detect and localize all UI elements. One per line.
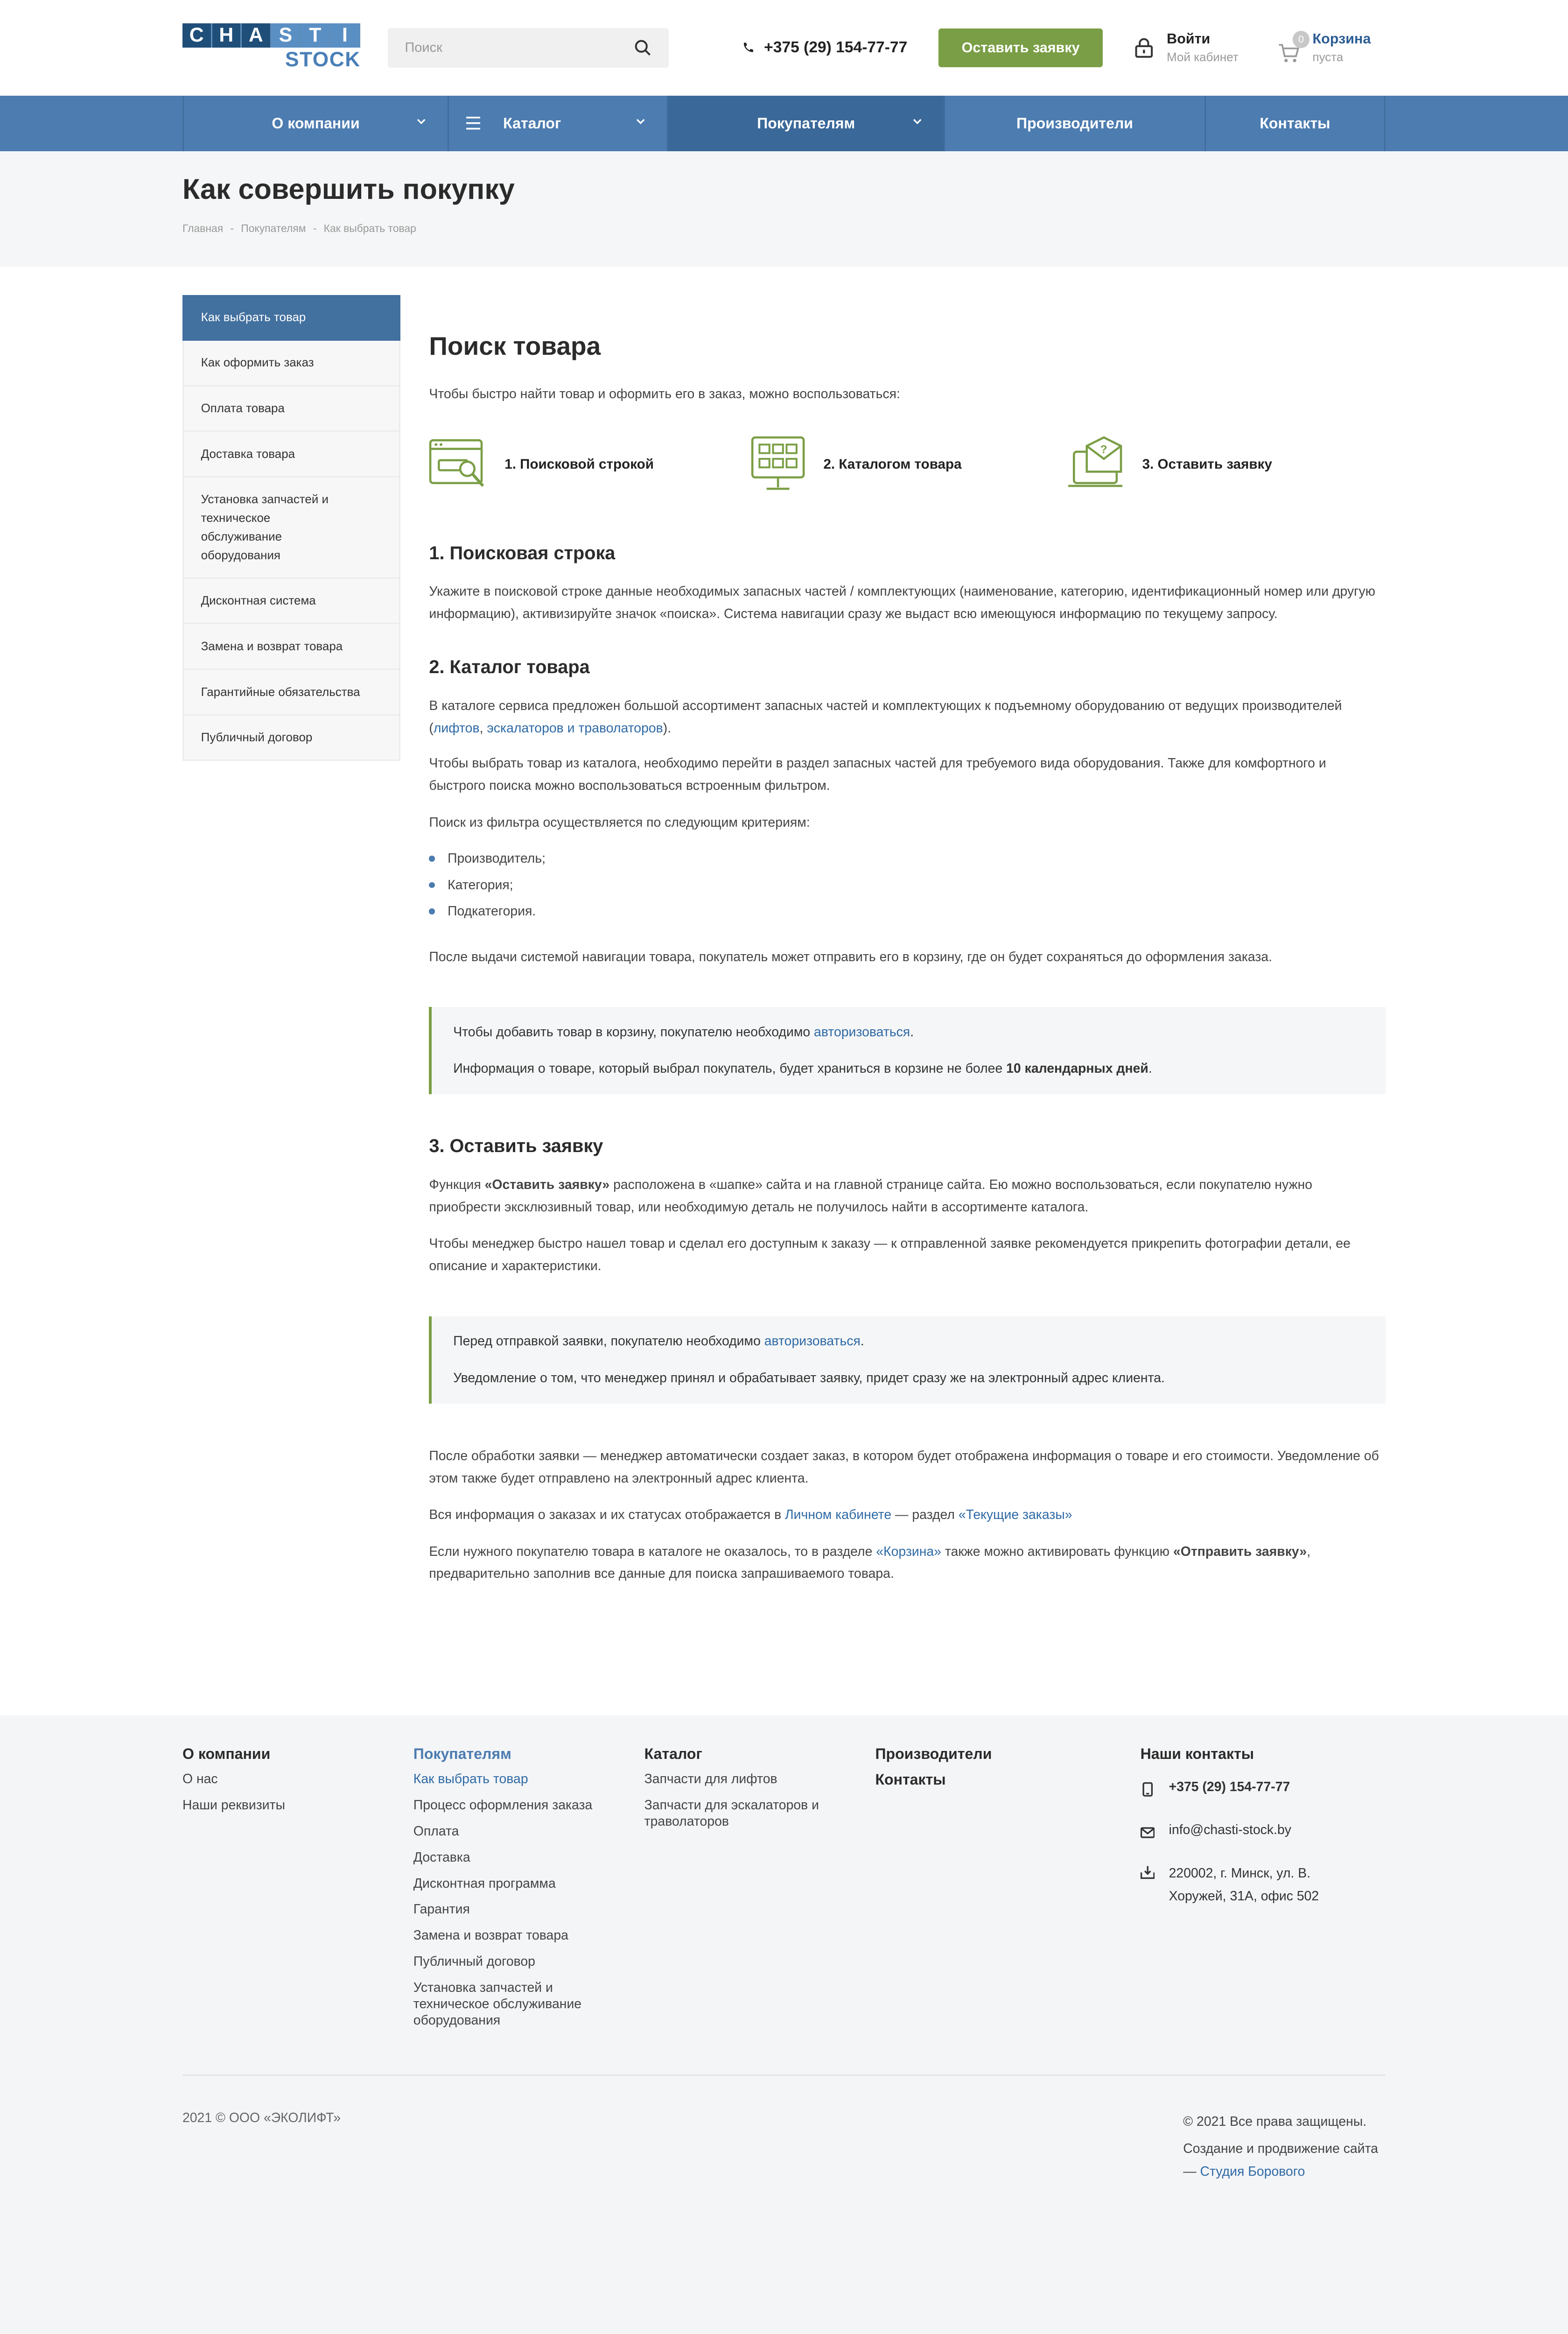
logo-letter: S [272, 23, 301, 48]
nav-label: Контакты [1260, 114, 1330, 132]
authorize-link[interactable]: авторизоваться [814, 1024, 910, 1040]
footer-link[interactable]: О нас [182, 1772, 218, 1787]
text: 10 календарных дней [1006, 1061, 1148, 1076]
cart-count-badge: 0 [1293, 31, 1310, 48]
contact-address: 220002, г. Минск, ул. В. Хоружей, 31А, офис 502 [1169, 1866, 1319, 1904]
footer-title[interactable]: Каталог [644, 1745, 702, 1762]
footer-link[interactable]: Гарантия [413, 1902, 470, 1917]
section1-text: Укажите в поисковой строке данные необходимых запасных частей / комплектующих (наименование, категорию, идентификационный номер или другую информацию), активизируйте значок «поиска». Система навигации сразу же выдаст всю имеющуюся информацию по текущему запросу. [429, 584, 1376, 622]
content [0, 267, 1568, 1585]
text: — раздел [891, 1507, 959, 1523]
footer-link[interactable]: Замена и возврат товара [413, 1928, 568, 1943]
footer-phone[interactable] [1141, 1779, 1386, 1797]
search-ways [429, 435, 1386, 494]
way-request[interactable] [1067, 435, 1386, 494]
cart-subtitle: пуста [1312, 50, 1344, 64]
note-paragraph [453, 1021, 1364, 1044]
text: Создание и продвижение сайта — [1183, 2141, 1379, 2179]
section3-paragraph [429, 1504, 1386, 1526]
mobile-phone-icon [1141, 1782, 1155, 1797]
lock-icon [1134, 37, 1154, 58]
list-item: Подкатегория. [429, 898, 1386, 925]
nav-item-manufacturers[interactable] [945, 96, 1206, 151]
section3-paragraph [429, 1541, 1386, 1586]
section2-paragraph [429, 695, 1386, 740]
logo-letter: T [301, 23, 331, 48]
lifts-link[interactable]: лифтов [433, 720, 480, 736]
footer-col-company [182, 1745, 413, 2039]
footer-link[interactable]: Процесс оформления заказа [413, 1797, 593, 1813]
section2-paragraph: Поиск из фильтра осуществляется по следующим критериям: [429, 815, 810, 830]
section-title: Поиск товара [429, 331, 601, 360]
breadcrumb-separator: - [313, 222, 317, 235]
login-title: Войти [1167, 31, 1211, 47]
footer-link[interactable]: Запчасти для лифтов [644, 1772, 777, 1787]
search-input[interactable] [388, 28, 669, 68]
order-button[interactable]: Оставить заявку [938, 28, 1102, 67]
sidebar [182, 295, 400, 1585]
request-envelope-icon [1067, 435, 1127, 494]
section2-title: 2. Каталог товара [429, 657, 590, 678]
current-orders-link[interactable]: «Текущие заказы» [958, 1507, 1072, 1523]
account-link[interactable]: Личном кабинете [785, 1507, 892, 1523]
text: Чтобы добавить товар в корзину, покупателю необходимо [453, 1024, 814, 1040]
breadcrumb [182, 222, 1386, 235]
sidebar-item-returns[interactable]: Замена и возврат товара [182, 624, 400, 670]
search-placeholder: Поиск [405, 40, 442, 55]
info-note [429, 1316, 1386, 1404]
breadcrumb-home[interactable]: Главная [182, 222, 224, 235]
criteria-list [429, 845, 1386, 925]
footer-link[interactable]: Наши реквизиты [182, 1797, 286, 1813]
way-label: 3. Оставить заявку [1142, 456, 1272, 472]
footer-link[interactable]: Как выбрать товар [413, 1772, 528, 1787]
page-title: Как совершить покупку [182, 173, 515, 205]
section1-title: 1. Поисковая строка [429, 542, 616, 563]
sidebar-item-contract[interactable]: Публичный договор [182, 716, 400, 761]
escalators-link[interactable]: эскалаторов и траволаторов [487, 720, 663, 736]
nav-item-buyers[interactable] [668, 96, 945, 151]
breadcrumb-current: Как выбрать товар [323, 222, 416, 235]
sidebar-item-payment[interactable]: Оплата товара [182, 387, 400, 432]
header-phone[interactable] [742, 39, 907, 56]
footer-title[interactable]: Покупателям [413, 1745, 511, 1762]
section2-paragraph: После выдачи системой навигации товара, покупатель может отправить его в корзину, где он будет сохраняться до оформления заказа. [429, 949, 1273, 964]
section3-paragraph: После обработки заявки — менеджер автоматически создает заказ, в котором будет отображена информация о товаре и его стоимости. Уведомление об этом также будет отправлено на электронный адрес клиента. [429, 1448, 1379, 1486]
sidebar-item-delivery[interactable]: Доставка товара [182, 432, 400, 478]
nav-item-catalog[interactable] [449, 96, 668, 151]
section2-paragraph: Чтобы выбрать товар из каталога, необходимо перейти в раздел запасных частей для требуемого вида оборудования. Также для комфортного и быстрого поиска можно воспользоваться встроенным фильтром. [429, 756, 1326, 794]
logo-letter: C [182, 23, 212, 48]
main-content [429, 295, 1386, 1585]
nav-item-contacts[interactable] [1206, 96, 1386, 151]
text: Функция [429, 1177, 485, 1192]
footer-link[interactable]: Доставка [413, 1849, 470, 1865]
cart-text-link[interactable]: «Корзина» [876, 1544, 941, 1559]
footer-title[interactable]: О компании [182, 1745, 271, 1762]
way-label: 1. Поисковой строкой [504, 456, 654, 472]
studio-link[interactable]: Студия Борового [1200, 2164, 1305, 2179]
svg-text:?: ? [1100, 443, 1107, 456]
chevron-down-icon [636, 117, 645, 127]
note-paragraph: Уведомление о том, что менеджер принял и обрабатывает заявку, придет сразу же на электронный адрес клиента. [453, 1370, 1165, 1385]
footer-contacts [1141, 1745, 1386, 2039]
login-link[interactable] [1134, 31, 1239, 64]
sidebar-item-discount[interactable]: Дисконтная система [182, 579, 400, 625]
catalog-icon [748, 435, 808, 494]
nav-item-about[interactable] [184, 96, 449, 151]
logo-letter: A [242, 23, 272, 48]
cart-link[interactable] [1278, 31, 1371, 64]
header [0, 0, 1568, 96]
mailbox-icon [1141, 1865, 1155, 1880]
footer [0, 1715, 1568, 2236]
text: Если нужного покупателю товара в каталоге не оказалось, то в разделе [429, 1544, 876, 1559]
text: . [860, 1334, 864, 1349]
logo-letter: H [212, 23, 242, 48]
text: Вся информация о заказах и их статусах отображается в [429, 1507, 785, 1523]
breadcrumb-separator: - [230, 222, 234, 235]
sidebar-item-order[interactable]: Как оформить заказ [182, 341, 400, 387]
logo-letter: I [331, 23, 361, 48]
nav-label: Каталог [503, 114, 561, 132]
footer-link[interactable]: Запчасти для эскалаторов и траволаторов [644, 1797, 819, 1829]
footer-divider [182, 2074, 1386, 2076]
contact-phone: +375 (29) 154-77-77 [1169, 1779, 1290, 1795]
chevron-down-icon [912, 117, 922, 127]
way-label: 2. Каталогом товара [823, 456, 962, 472]
section3-paragraph: Чтобы менеджер быстро нашел товар и сделал его доступным к заказу — к отправленной заявке рекомендуется прикрепить фотографии детали, ее описание и характеристики. [429, 1236, 1351, 1274]
footer-address [1141, 1862, 1326, 1908]
section3-title: 3. Оставить заявку [429, 1136, 603, 1157]
way-catalog[interactable] [748, 435, 1067, 494]
cart-title: Корзина [1312, 31, 1371, 47]
text: Информация о товаре, который выбрал покупатель, будет храниться в корзине не более [453, 1061, 1007, 1076]
text: Перед отправкой заявки, покупателю необходимо [453, 1334, 764, 1349]
note-paragraph [453, 1330, 1364, 1353]
list-item: Производитель; [429, 845, 1386, 872]
footer-col-buyers [413, 1745, 644, 2039]
logo-stock: STOCK [285, 48, 361, 71]
login-subtitle: Мой кабинет [1167, 50, 1239, 64]
phone-number: +375 (29) 154-77-77 [764, 39, 908, 56]
sidebar-item-installation[interactable]: Установка запчастей и техническое обслуживание оборудования [182, 478, 400, 579]
way-search[interactable] [429, 435, 748, 494]
text: также можно активировать функцию [941, 1544, 1173, 1559]
sidebar-item-warranty[interactable]: Гарантийные обязательства [182, 670, 400, 716]
list-item: Категория; [429, 872, 1386, 899]
breadcrumb-buyers[interactable]: Покупателям [241, 222, 306, 235]
search-icon[interactable] [634, 39, 651, 56]
footer-col-catalog [644, 1745, 875, 2039]
info-note [429, 1007, 1386, 1095]
phone-icon [742, 42, 754, 53]
sidebar-item-choose[interactable]: Как выбрать товар [182, 295, 400, 341]
nav-label: Покупателям [757, 114, 855, 132]
text: , [479, 720, 487, 736]
text: «Отправить заявку» [1173, 1544, 1307, 1559]
section3-paragraph [429, 1174, 1386, 1219]
footer-col-other [875, 1745, 1140, 2039]
logo-chasti [182, 23, 361, 48]
text: ). [663, 720, 672, 736]
text: . [1148, 1061, 1152, 1076]
footer-link[interactable]: Дисконтная программа [413, 1876, 556, 1891]
footer-link[interactable]: Установка запчастей и техническое обслуживание оборудования [413, 1980, 582, 2028]
menu-icon [466, 117, 481, 129]
rights-text: © 2021 Все права защищены. [1183, 2114, 1367, 2129]
logo[interactable] [182, 23, 361, 72]
footer-email[interactable] [1141, 1822, 1386, 1840]
copyright: 2021 © ООО «ЭКОЛИФТ» [182, 2110, 341, 2125]
footer-title[interactable]: Производители [875, 1745, 992, 1762]
text: расположена в «шапке» сайта и на главной странице сайта. Ею можно воспользоваться, если покупателю нужно приобрести эксклюзивный товар, или необходимую деталь не получилось найти в ассортименте каталога. [429, 1177, 1313, 1215]
text: , предварительно заполнив все данные для поиска запрашиваемого товара. [429, 1544, 1311, 1582]
nav-label: Производители [1016, 114, 1134, 132]
nav-label: О компании [272, 114, 360, 132]
studio-text [1183, 2137, 1386, 2183]
text: В каталоге сервиса предложен большой ассортимент запасных частей и комплектующих к подъемному оборудованию от ведущих производителей ( [429, 698, 1342, 736]
contact-email: info@chasti-stock.by [1169, 1822, 1291, 1837]
footer-title[interactable]: Контакты [875, 1771, 946, 1788]
footer-title: Наши контакты [1140, 1745, 1254, 1762]
mail-icon [1141, 1825, 1155, 1840]
chevron-down-icon [416, 117, 426, 127]
page-header [0, 151, 1568, 267]
footer-credits [1183, 2110, 1386, 2183]
footer-link[interactable]: Оплата [413, 1823, 459, 1839]
intro-text: Чтобы быстро найти товар и оформить его в заказ, можно воспользоваться: [429, 387, 900, 402]
footer-link[interactable]: Публичный договор [413, 1954, 535, 1969]
text: «Оставить заявку» [484, 1177, 610, 1192]
note-paragraph [453, 1058, 1364, 1080]
search-bar-icon [429, 435, 489, 494]
authorize-link[interactable]: авторизоваться [764, 1334, 861, 1349]
text: . [910, 1024, 914, 1040]
main-nav [0, 96, 1568, 151]
